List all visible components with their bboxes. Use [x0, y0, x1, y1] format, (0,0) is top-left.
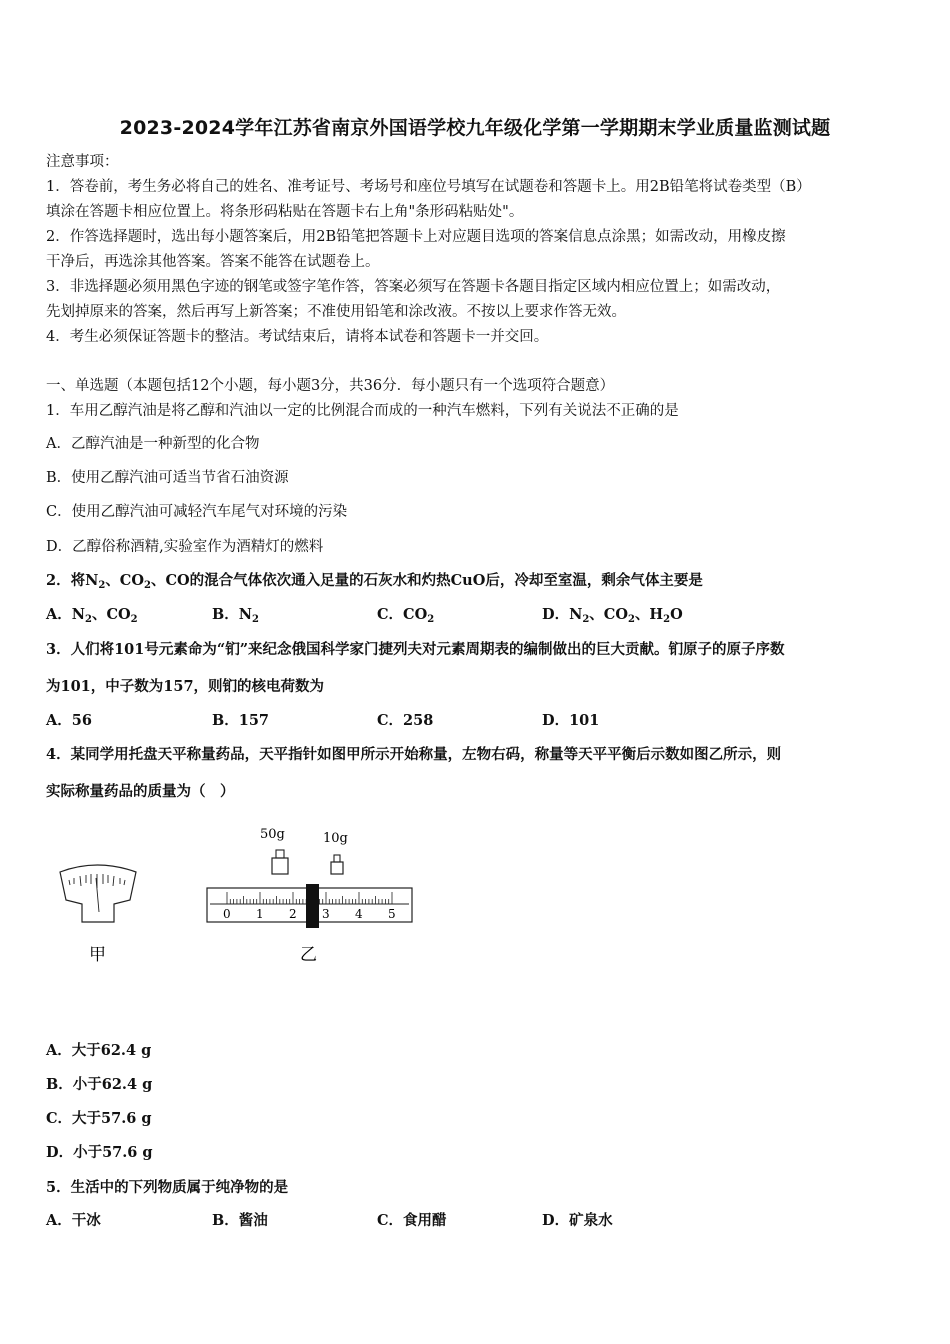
weight-10g-icon	[331, 855, 343, 874]
q2-option-a: A．$N_2$、$CO_2$	[46, 606, 138, 625]
beam-scale	[207, 884, 412, 928]
q5-option-c: C．食用醋	[377, 1212, 447, 1229]
q2-option-b: B．$N_2$	[212, 606, 259, 625]
notice-line: 4．考生必须保证答题卡的整洁。考试结束后，请将本试卷和答题卡一并交回。	[46, 329, 549, 345]
q4-option-d: D．小于57.6 g	[46, 1144, 153, 1161]
q4-stem-line2: 实际称量药品的质量为（ ）	[46, 783, 235, 800]
notice-line: 先划掉原来的答案，然后再写上新答案；不准使用铅笔和涂改液。不按以上要求作答无效。	[46, 304, 626, 320]
label-yi: 乙	[300, 945, 317, 965]
weight-10g-label: 10g	[323, 831, 348, 846]
notice-line: 2．作答选择题时，选出每小题答案后，用2B铅笔把答题卡上对应题目选项的答案信息点涂黑；如需改动，用橡皮擦	[46, 229, 786, 245]
q3-stem-line1: 3．人们将101号元素命为“钔”来纪念俄国科学家门捷列夫对元素周期表的编制做出的巨大贡献。钔原子的原子序数	[46, 641, 785, 658]
q1-option-c: C．使用乙醇汽油可减轻汽车尾气对环境的污染	[46, 504, 348, 520]
q1-option-d: D．乙醇俗称酒精,实验室作为酒精灯的燃料	[46, 539, 324, 555]
notice-heading: 注意事项：	[46, 154, 119, 170]
scale-tick-label: 0	[223, 907, 231, 921]
q2-option-c: C．$CO_2$	[377, 606, 435, 625]
balance-figure	[40, 820, 430, 970]
notice-line: 干净后，再选涂其他答案。答案不能答在试题卷上。	[46, 254, 380, 270]
notice-line: 3．非选择题必须用黑色字迹的钢笔或签字笔作答，答案必须写在答题卡各题目指定区域内相应位置上；如需改动，	[46, 279, 781, 295]
scale-tick-label: 2	[289, 907, 297, 921]
q4-option-b: B．小于62.4 g	[46, 1076, 153, 1093]
q1-stem: 1．车用乙醇汽油是将乙醇和汽油以一定的比例混合而成的一种汽车燃料，下列有关说法不正确的是	[46, 403, 679, 419]
q1-option-b: B．使用乙醇汽油可适当节省石油资源	[46, 470, 289, 486]
q5-option-d: D．矿泉水	[542, 1212, 613, 1229]
scale-tick-label: 3	[322, 907, 330, 921]
scale-tick-label: 1	[256, 907, 264, 921]
q3-option-c: C．258	[377, 712, 434, 729]
q4-option-a: A．大于62.4 g	[46, 1042, 152, 1059]
weight-50g-label: 50g	[260, 827, 285, 842]
notice-line: 填涂在答题卡相应位置上。将条形码粘贴在答题卡右上角"条形码粘贴处"。	[46, 204, 524, 220]
page-title: 2023-2024学年江苏省南京外国语学校九年级化学第一学期期末学业质量监测试题	[119, 117, 831, 139]
scale-tick-label: 4	[355, 907, 363, 921]
scale-tick-label: 5	[388, 907, 396, 921]
q5-option-a: A．干冰	[46, 1212, 101, 1229]
pointer-dial-icon	[60, 865, 136, 922]
q3-stem-line2: 为101，中子数为157，则钔的核电荷数为	[46, 678, 325, 695]
q2-option-d: D．$N_2$、$CO_2$、$H_2O$	[542, 606, 683, 625]
q3-option-b: B．157	[212, 712, 270, 729]
section-heading: 一、单选题（本题包括12个小题，每小题3分，共36分．每小题只有一个选项符合题意）	[46, 378, 615, 394]
q3-option-d: D．101	[542, 712, 600, 729]
q4-stem-line1: 4．某同学用托盘天平称量药品，天平指针如图甲所示开始称量，左物右码，称量等天平平衡后示数如图乙所示，则	[46, 746, 782, 763]
label-jia: 甲	[89, 945, 106, 965]
q3-option-a: A．56	[46, 712, 92, 729]
q5-stem: 5．生活中的下列物质属于纯净物的是	[46, 1179, 289, 1196]
q5-option-b: B．酱油	[212, 1212, 268, 1229]
weight-50g-icon	[272, 850, 288, 874]
q2-stem: 2．将$N_2$、$CO_2$、CO的混合气体依次通入足量的石灰水和灼热CuO后，冷却至室温，剩余气体主要是	[46, 572, 703, 591]
q1-option-a: A．乙醇汽油是一种新型的化合物	[46, 436, 260, 452]
q4-option-c: C．大于57.6 g	[46, 1110, 152, 1127]
notice-line: 1．答卷前，考生务必将自己的姓名、准考证号、考场号和座位号填写在试题卷和答题卡上。用2B铅笔将试卷类型（B）	[46, 179, 811, 195]
